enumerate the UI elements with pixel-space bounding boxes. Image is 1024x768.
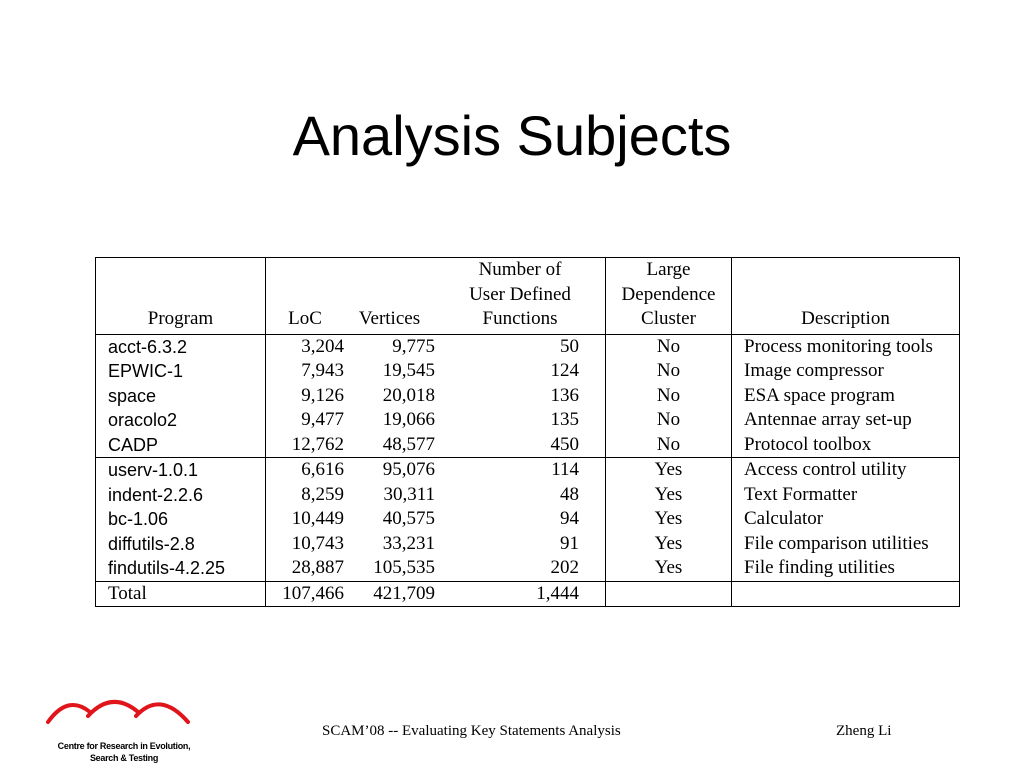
cell-vertices: 19,066 (382, 409, 435, 431)
logo-arc-3 (136, 704, 188, 722)
cell-total-functions: 1,444 (435, 581, 606, 607)
cell-ldc: No (606, 408, 732, 433)
cell-vertices: 40,575 (382, 508, 435, 530)
cell-loc: 3,204 (266, 334, 345, 359)
table-total-row (96, 581, 960, 607)
cell-description: File comparison utilities (732, 532, 960, 557)
cell-vertices: 30,311 (383, 483, 435, 505)
cell-functions: 48 (435, 483, 606, 508)
header-vertices (344, 258, 435, 335)
table-row (96, 408, 960, 433)
header-ldc-line-1: Large (646, 259, 691, 280)
header-ldc-line-3: Cluster (641, 308, 696, 329)
cell-total-vertices: 421,709 (344, 581, 435, 607)
cell-vertices: 95,076 (344, 458, 435, 483)
cell-total-loc: 107,466 (266, 581, 345, 607)
cell-ldc: No (606, 433, 732, 458)
header-program-line: Program (147, 308, 214, 329)
table-row (96, 507, 960, 532)
cell-functions: 50 (435, 334, 606, 359)
cell-program: diffutils-2.8 (96, 532, 266, 557)
cell-functions: 202 (435, 556, 606, 581)
header-functions (435, 258, 606, 335)
footer-author: Zheng Li (836, 723, 892, 739)
cell-description: Calculator (732, 507, 960, 532)
cell-vertices: 20,018 (382, 384, 435, 406)
cell-program: CADP (96, 433, 266, 458)
cell-loc: 7,943 (301, 360, 344, 382)
header-ldc-line-2: Dependence (621, 283, 716, 305)
cell-loc: 28,887 (291, 557, 344, 579)
logo-arc-1 (48, 705, 90, 722)
cell-loc: 9,126 (301, 384, 344, 406)
cell-functions: 136 (435, 384, 606, 409)
cell-loc: 6,616 (266, 458, 345, 483)
header-vertices-line: Vertices (358, 308, 421, 329)
cell-ldc: Yes (606, 556, 732, 581)
cell-program: space (96, 384, 266, 409)
cell-program: acct-6.3.2 (96, 334, 266, 359)
header-program (96, 258, 266, 335)
cell-functions: 450 (435, 433, 606, 458)
cell-description: Antennae array set-up (732, 408, 960, 433)
cell-description: Process monitoring tools (732, 334, 960, 359)
cell-ldc: No (606, 334, 732, 359)
header-description-line: Description (801, 308, 890, 329)
table-body (96, 334, 960, 607)
table-row (96, 556, 960, 581)
logo-arc-2 (88, 702, 138, 716)
header-ldc (606, 258, 732, 335)
cell-functions: 91 (435, 532, 606, 557)
cell-vertices: 19,545 (382, 360, 435, 382)
table-row (96, 483, 960, 508)
cell-loc: 9,477 (301, 409, 344, 431)
cell-program: userv-1.0.1 (96, 458, 266, 483)
logo-caption-line-1: Centre for Research in Evolution, (57, 741, 191, 751)
cell-description: ESA space program (732, 384, 960, 409)
logo-caption (24, 740, 224, 764)
cell-program: EPWIC-1 (96, 359, 266, 384)
cell-vertices: 105,535 (373, 557, 435, 579)
cell-functions: 94 (435, 507, 606, 532)
cell-program: oracolo2 (96, 408, 266, 433)
subjects-table (95, 257, 960, 607)
cell-ldc: Yes (606, 458, 732, 483)
table-row (96, 433, 960, 458)
cell-program: indent-2.2.6 (96, 483, 266, 508)
cell-description: Access control utility (732, 458, 960, 483)
cell-loc: 8,259 (301, 483, 344, 505)
cell-program: bc-1.06 (96, 507, 266, 532)
header-description (732, 258, 960, 335)
cell-functions: 124 (435, 359, 606, 384)
cell-vertices: 9,775 (344, 334, 435, 359)
table-row (96, 458, 960, 483)
crest-arcs (48, 702, 188, 722)
header-functions-line-1: Number of (478, 259, 562, 280)
cell-description: Image compressor (732, 359, 960, 384)
cell-loc: 10,449 (291, 508, 344, 530)
header-loc-line: LoC (288, 308, 322, 329)
cell-ldc: Yes (606, 532, 732, 557)
cell-description: Protocol toolbox (732, 433, 960, 458)
header-loc (266, 258, 345, 335)
slide-title: Analysis Subjects (292, 104, 732, 167)
cell-ldc: Yes (606, 483, 732, 508)
footer-conference: SCAM’08 -- Evaluating Key Statements Analysis (322, 723, 621, 739)
logo-caption-line-2: Search & Testing (89, 753, 159, 763)
table-header (96, 258, 960, 335)
cell-loc: 12,762 (291, 433, 344, 455)
cell-total-ldc (606, 581, 732, 607)
cell-total-description (732, 581, 960, 607)
cell-total-label: Total (96, 581, 266, 607)
table-row (96, 384, 960, 409)
cell-description: File finding utilities (732, 556, 960, 581)
cell-program: findutils-4.2.25 (96, 556, 266, 581)
cell-description: Text Formatter (732, 483, 960, 508)
cell-ldc: Yes (606, 507, 732, 532)
header-functions-line-2: User Defined (469, 283, 571, 305)
cell-loc: 10,743 (291, 532, 344, 554)
header-functions-line-3: Functions (482, 308, 558, 329)
cell-vertices: 33,231 (382, 532, 435, 554)
subjects-table-wrapper (95, 257, 960, 607)
table-row (96, 359, 960, 384)
table-row (96, 532, 960, 557)
cell-ldc: No (606, 359, 732, 384)
cell-functions: 114 (435, 458, 606, 483)
cell-vertices: 48,577 (382, 433, 435, 455)
cell-ldc: No (606, 384, 732, 409)
cell-functions: 135 (435, 408, 606, 433)
table-row (96, 334, 960, 359)
